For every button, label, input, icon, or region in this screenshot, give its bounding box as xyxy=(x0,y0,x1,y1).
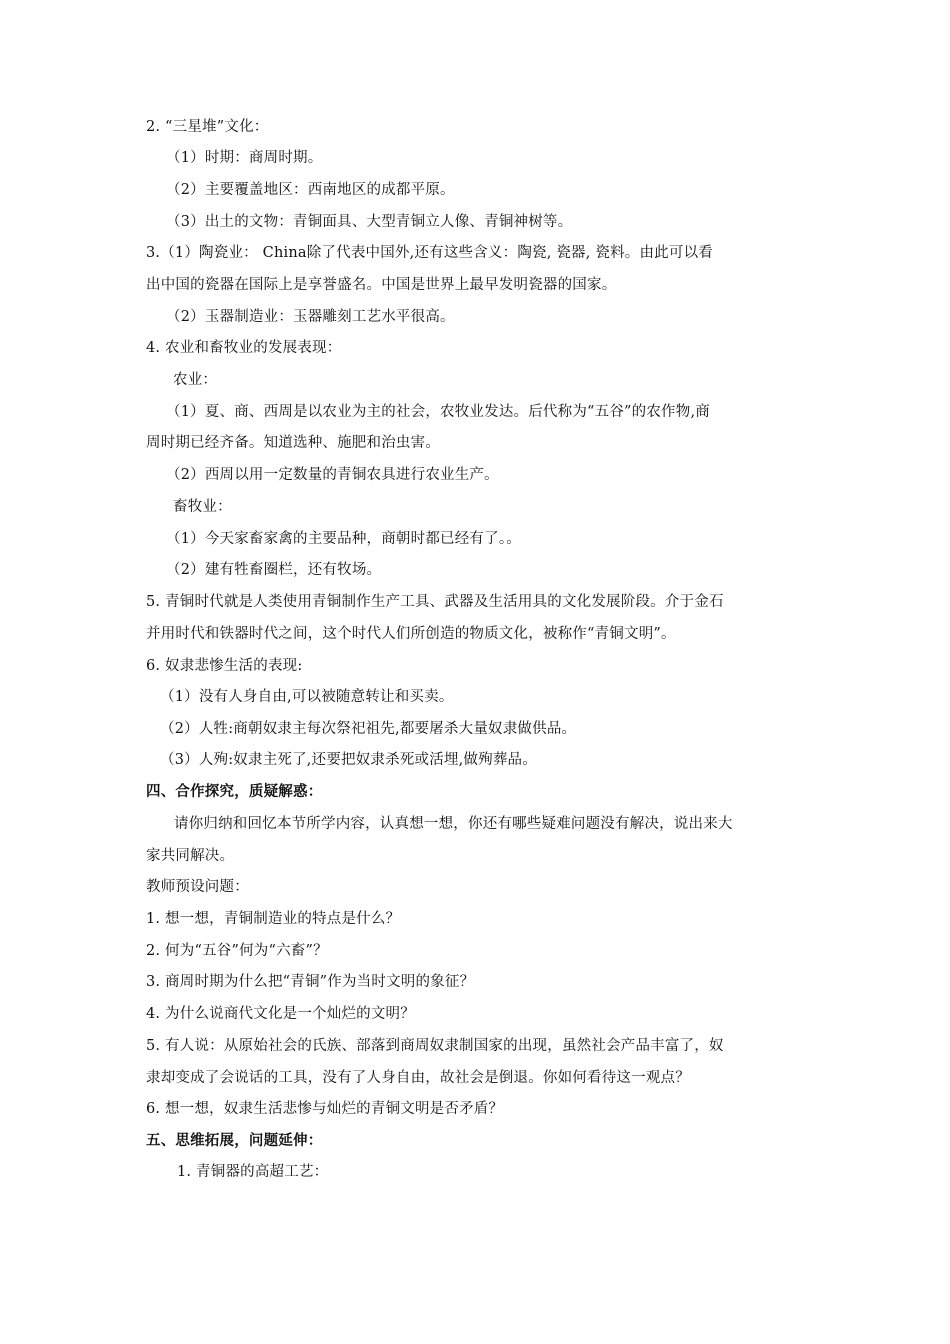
text-line: 隶却变成了会说话的工具，没有了人身自由，故社会是倒退。你如何看待这一观点？ xyxy=(146,1070,690,1086)
text-line: 4. 农业和畜牧业的发展表现： xyxy=(146,340,342,356)
text-line: （3）人殉:奴隶主死了,还要把奴隶杀死或活埋,做殉葬品。 xyxy=(160,752,537,768)
text-line: （2）主要覆盖地区：西南地区的成都平原。 xyxy=(166,182,455,198)
text-line: 周时期已经齐备。知道选种、施肥和治虫害。 xyxy=(146,435,440,451)
text-line: （1）夏、商、西周是以农业为主的社会，农牧业发达。后代称为“五谷”的农作物,商 xyxy=(166,404,710,420)
text-line: 6. 奴隶悲惨生活的表现: xyxy=(146,658,303,674)
text-line: 家共同解决。 xyxy=(146,848,235,864)
section-heading: 五、思维拓展，问题延伸： xyxy=(146,1132,323,1149)
text-line: 5. 有人说：从原始社会的氏族、部落到商周奴隶制国家的出现，虽然社会产品丰富了，奴 xyxy=(146,1038,724,1054)
text-line: （2）西周以用一定数量的青铜农具进行农业生产。 xyxy=(166,467,499,483)
text-line: （1）今天家畜家禽的主要品种，商朝时都已经有了。。 xyxy=(166,531,521,547)
text-line: 出中国的瓷器在国际上是享誉盛名。中国是世界上最早发明瓷器的国家。 xyxy=(146,277,617,293)
text-line: 畜牧业： xyxy=(173,499,232,515)
text-line: 1. 想一想，青铜制造业的特点是什么？ xyxy=(146,911,401,927)
text-line: 2. 何为“五谷”何为“六畜”？ xyxy=(146,943,328,959)
text-line: （2）人牲:商朝奴隶主每次祭祀祖先,都要屠杀大量奴隶做供品。 xyxy=(160,721,577,737)
text-line: 3. 商周时期为什么把“青铜”作为当时文明的象征？ xyxy=(146,974,475,990)
text-line: 4. 为什么说商代文化是一个灿烂的文明？ xyxy=(146,1006,415,1022)
text-line: （2）建有牲畜圈栏，还有牧场。 xyxy=(166,562,382,578)
text-line: 农业： xyxy=(173,372,218,388)
text-line: （1）时期：商周时期。 xyxy=(166,150,323,166)
text-line: 6. 想一想，奴隶生活悲惨与灿烂的青铜文明是否矛盾？ xyxy=(146,1101,504,1117)
section-heading: 四、合作探究，质疑解惑： xyxy=(146,783,323,800)
text-line: 5. 青铜时代就是人类使用青铜制作生产工具、武器及生活用具的文化发展阶段。介于金石 xyxy=(146,594,724,610)
text-line: 2. “三星堆”文化： xyxy=(146,119,269,135)
text-line: 3.（1）陶瓷业： China除了代表中国外,还有这些含义：陶瓷, 瓷器, 瓷料。由此可以看 xyxy=(146,245,713,261)
text-line: （1）没有人身自由,可以被随意转让和买卖。 xyxy=(160,689,454,705)
text-line: 教师预设问题： xyxy=(146,879,249,895)
text-line: 请你归纳和回忆本节所学内容，认真想一想，你还有哪些疑难问题没有解决，说出来大 xyxy=(174,816,733,832)
text-line: （3）出土的文物：青铜面具、大型青铜立人像、青铜神树等。 xyxy=(166,214,573,230)
text-line: （2）玉器制造业：玉器雕刻工艺水平很高。 xyxy=(166,309,455,325)
text-line: 1. 青铜器的高超工艺： xyxy=(177,1164,329,1180)
text-line: 并用时代和铁器时代之间，这个时代人们所创造的物质文化，被称作“青铜文明”。 xyxy=(146,626,676,642)
